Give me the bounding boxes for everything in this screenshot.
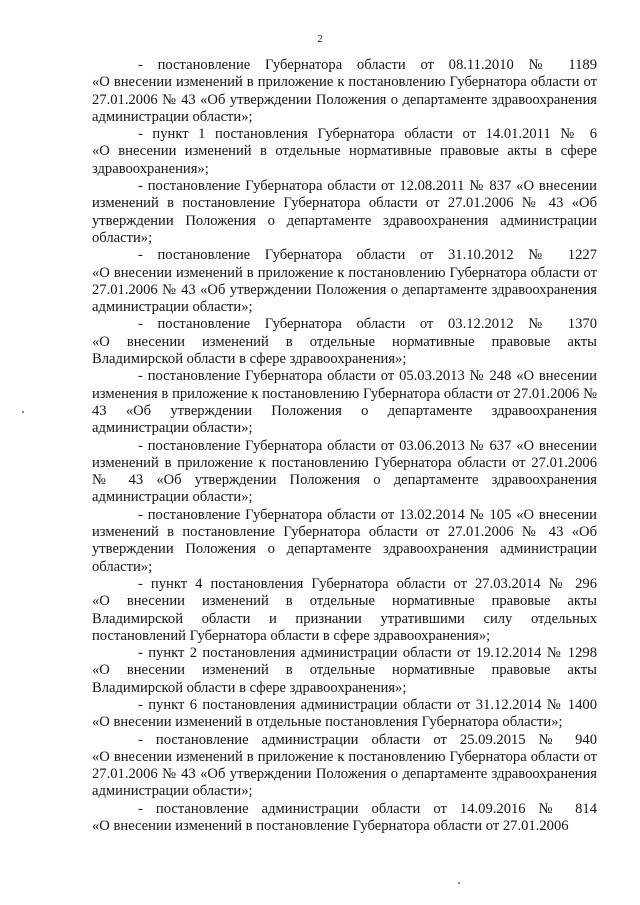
list-item-text: «О внесении изменений в отдельные нормативные правовые акты Владимирской области в сфере здравоохранения»; [92, 662, 597, 696]
list-item-first-line: - постановление администрации области от 25.09.2015 № 940 [138, 731, 597, 748]
list-item-text: изменения в приложение к постановлению Губернатора области от 27.01.2006 № 43 «Об утверждении Положения о департаменте здравоохранения администрации области»; [92, 385, 597, 437]
list-item-3 [92, 178, 597, 247]
page-number: 2 [317, 33, 323, 45]
list-item-first-line: - постановление Губернатора области от 08.11.2010 № 1189 [138, 57, 597, 73]
list-item-first-line: - пункт 4 постановления Губернатора области от 27.03.2014 № 296 [138, 575, 597, 592]
list-item-text: изменений в постановление Губернатора области от 27.01.2006 № 43 «Об утверждении Положения о департаменте здравоохранения администрации области»; [92, 524, 597, 575]
list-item-text: «О внесении изменений в отдельные нормативные правовые акты Владимирской области и признании утратившими силу отдельных постановлений Губернатора области в сфере здравоохранения»; [92, 593, 597, 644]
list-item-12 [92, 732, 597, 801]
list-item-text: «О внесении изменений в приложение к постановлению Губернатора области от 27.01.2006 № 43 «Об утверждении Положения о департаменте здравоохранения администрации области»; [92, 74, 597, 125]
list-item-9 [92, 576, 597, 645]
list-item-text: «О внесении изменений в отдельные нормативные правовые акты Владимирской области в сфере здравоохранения»; [92, 333, 597, 368]
list-item-8 [92, 507, 597, 576]
list-item-first-line: - пункт 1 постановления Губернатора области от 14.01.2011 № 6 [138, 126, 597, 143]
list-item-first-line: - пункт 6 постановления администрации области от 31.12.2014 № 1400 [138, 696, 597, 713]
list-item-4 [92, 247, 597, 316]
list-item-text: изменений в постановление Губернатора области от 27.01.2006 № 43 «Об утверждении Положения о департаменте здравоохранения администрации области»; [92, 195, 597, 246]
list-item-6 [92, 368, 597, 437]
list-item-first-line: - постановление Губернатора области от 03.06.2013 № 637 «О внесении [138, 437, 597, 454]
list-item-first-line: - постановление Губернатора области от 05.03.2013 № 248 «О внесении [138, 368, 597, 385]
list-item-first-line: - пункт 2 постановления администрации области от 19.12.2014 № 1298 [138, 645, 597, 662]
list-item-text: «О внесении изменений в приложение к постановлению Губернатора области от 27.01.2006 № 43 «Об утверждении Положения о департаменте здравоохранения администрации области»; [92, 748, 597, 800]
scan-speck [458, 882, 460, 884]
list-item-5 [92, 316, 597, 368]
list-item-13 [92, 801, 597, 836]
list-item-1 [92, 57, 597, 126]
list-item-2 [92, 126, 597, 178]
list-item-text: «О внесении изменений в приложение к постановлению Губернатора области от 27.01.2006 № 43 «Об утверждении Положения о департаменте здравоохранения администрации области»; [92, 264, 597, 316]
list-item-first-line: - постановление Губернатора области от 03.12.2012 № 1370 [138, 316, 597, 333]
list-item-first-line: - постановление Губернатора области от 31.10.2012 № 1227 [138, 247, 597, 264]
scan-speck [22, 411, 24, 413]
document-body [92, 57, 597, 835]
list-item-text: «О внесении изменений в отдельные нормативные правовые акты в сфере здравоохранения»; [92, 143, 597, 177]
list-item-text: изменений в приложение к постановлению Губернатора области от 27.01.2006 № 43 «Об утверждении Положения о департаменте здравоохранения администрации области»; [92, 454, 597, 506]
list-item-first-line: - постановление Губернатора области от 12.08.2011 № 837 «О внесении [138, 178, 597, 195]
list-item-11 [92, 697, 597, 732]
list-item-first-line: - постановление Губернатора области от 13.02.2014 № 105 «О внесении [138, 506, 597, 523]
list-item-text: «О внесении изменений в постановление Губернатора области от 27.01.2006 [92, 818, 569, 835]
list-item-text: «О внесении изменений в отдельные постановления Губернатора области»; [92, 714, 563, 731]
list-item-10 [92, 645, 597, 697]
list-item-first-line: - постановление администрации области от 14.09.2016 № 814 [138, 800, 597, 817]
list-item-7 [92, 438, 597, 507]
